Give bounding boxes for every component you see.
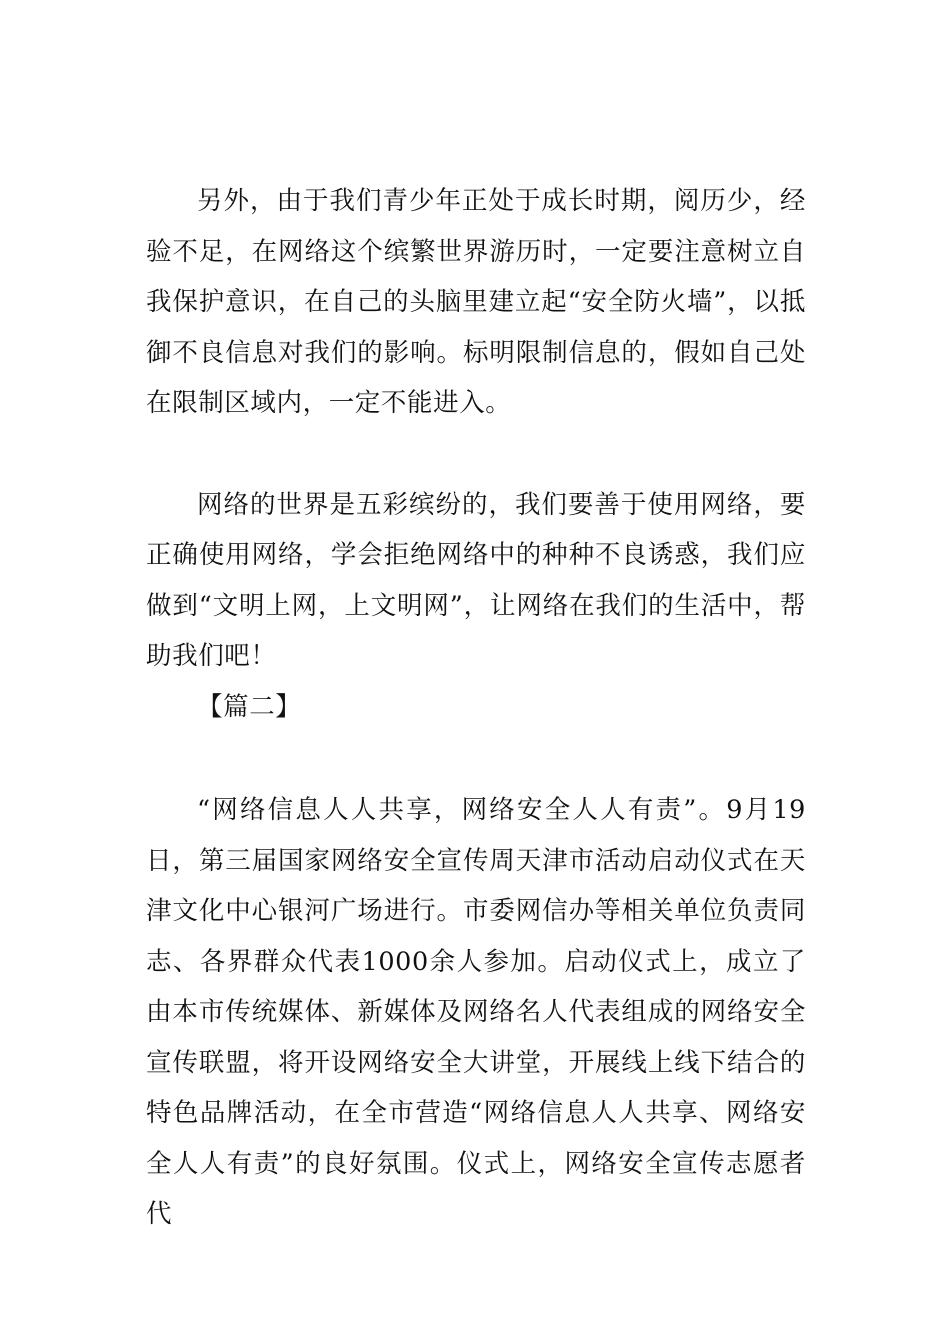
document-body bbox=[146, 176, 806, 1240]
paragraph-security-week: “网络信息人人共享，网络安全人人有责”。9月19日，第三届国家网络安全宣传周天津市活动启动仪式在天津文化中心银河广场进行。市委网信办等相关单位负责同志、各界群众代表1000余人参加。启动仪式上，成立了由本市传统媒体、新媒体及网络名人代表组成的网络安全宣传联盟，将开设网络安全大讲堂，开展线上线下结合的特色品牌活动，在全市营造“网络信息人人共享、网络安全人人有责”的良好氛围。仪式上，网络安全宣传志愿者代 bbox=[146, 795, 806, 1229]
paragraph-civilized-internet: 网络的世界是五彩缤纷的，我们要善于使用网络，要正确使用网络，学会拒绝网络中的种种不良诱惑，我们应做到“文明上网，上文明网”，让网络在我们的生活中，帮助我们吧！ bbox=[146, 489, 806, 671]
paragraph-self-protection: 另外，由于我们青少年正处于成长时期，阅历少，经验不足，在网络这个缤繁世界游历时，一定要注意树立自我保护意识，在自己的头脑里建立起“安全防火墙”，以抵御不良信息对我们的影响。标明限制信息的，假如自己处在限制区域内，一定不能进入。 bbox=[146, 186, 806, 418]
section-heading: 【篇二】 bbox=[197, 691, 302, 722]
